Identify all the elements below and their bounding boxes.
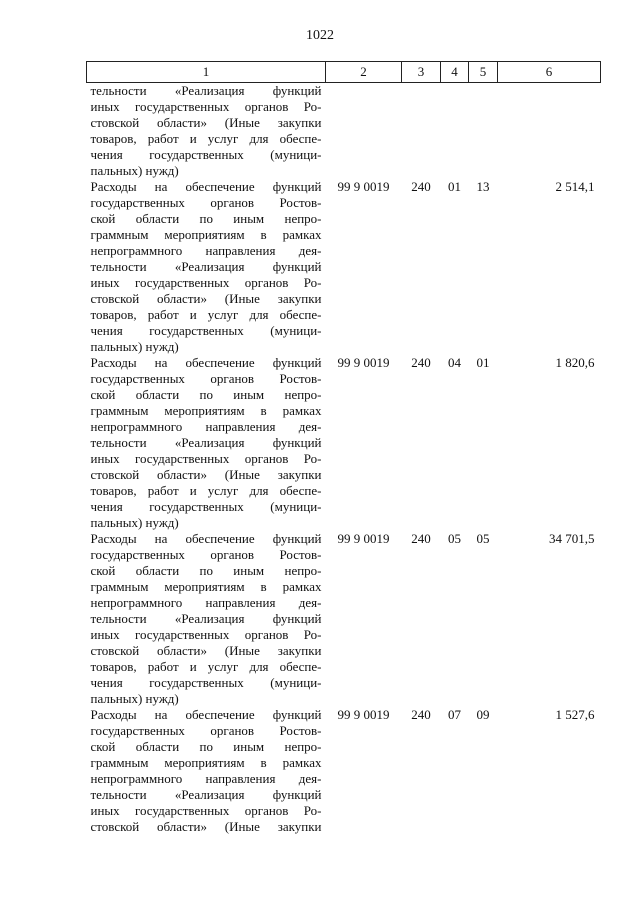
header-col-3: 3 <box>402 62 441 83</box>
description-line: государственных органов Ростов- <box>90 723 322 738</box>
description-line: Расходы на обеспечение функций <box>90 179 322 194</box>
description-line: государственных органов Ростов- <box>90 371 322 386</box>
description-line: чения государственных (муници- <box>90 675 322 690</box>
description-line: товаров, работ и услуг для обеспе- <box>90 659 322 674</box>
description-line: государственных органов Ростов- <box>90 195 322 210</box>
header-col-2: 2 <box>326 62 402 83</box>
budget-table <box>86 61 601 835</box>
expense-type-code: 240 <box>411 179 431 194</box>
table-row <box>87 531 601 707</box>
description-line: граммным мероприятиям в рамках <box>90 403 322 418</box>
expense-type-code: 240 <box>411 355 431 370</box>
header-col-6: 6 <box>498 62 601 83</box>
section-code: 01 <box>448 179 461 194</box>
amount-value: 1 527,6 <box>555 707 595 722</box>
subsection-code: 05 <box>476 531 490 546</box>
description-line: тельности «Реализация функций <box>90 787 322 802</box>
header-row <box>87 62 601 83</box>
section-code: 05 <box>448 531 461 546</box>
section-code: 07 <box>448 707 461 722</box>
expense-description <box>87 355 326 531</box>
target-article-code: 99 9 0019 <box>337 179 390 194</box>
amount-value: 2 514,1 <box>555 179 595 194</box>
description-line: чения государственных (муници- <box>90 147 322 162</box>
target-article-code: 99 9 0019 <box>337 707 390 722</box>
expense-type-code: 240 <box>411 531 431 546</box>
section-code: 04 <box>448 355 461 370</box>
description-line: граммным мероприятиям в рамках <box>90 755 322 770</box>
subsection-code: 01 <box>476 355 490 370</box>
description-line: стовской области» (Иные закупки <box>90 467 322 482</box>
description-line: граммным мероприятиям в рамках <box>90 227 322 242</box>
description-line: ской области по иным непро- <box>90 211 322 226</box>
expense-description <box>87 707 326 835</box>
description-line: ской области по иным непро- <box>90 387 322 402</box>
header-col-5: 5 <box>469 62 498 83</box>
expense-description <box>87 83 326 180</box>
subsection-code <box>469 83 498 180</box>
description-line: Расходы на обеспечение функций <box>90 355 322 370</box>
amount-value: 1 820,6 <box>555 355 595 370</box>
description-line: тельности «Реализация функций <box>90 83 322 98</box>
amount-value <box>498 83 601 180</box>
description-line: пальных) нужд) <box>90 163 179 178</box>
description-line: иных государственных органов Ро- <box>90 99 322 114</box>
description-line: пальных) нужд) <box>90 691 179 706</box>
expense-description <box>87 179 326 355</box>
description-line: ской области по иным непро- <box>90 739 322 754</box>
description-line: непрограммного направления дея- <box>90 771 322 786</box>
section-code <box>441 83 469 180</box>
description-line: товаров, работ и услуг для обеспе- <box>90 483 322 498</box>
description-line: стовской области» (Иные закупки <box>90 291 322 306</box>
description-line: Расходы на обеспечение функций <box>90 531 322 546</box>
subsection-code: 13 <box>476 179 490 194</box>
description-line: непрограммного направления дея- <box>90 419 322 434</box>
description-line: иных государственных органов Ро- <box>90 627 322 642</box>
expense-type-code <box>402 83 441 180</box>
subsection-code: 09 <box>476 707 490 722</box>
target-article-code: 99 9 0019 <box>337 531 390 546</box>
table-body <box>87 83 601 836</box>
description-line: чения государственных (муници- <box>90 499 322 514</box>
table-row <box>87 355 601 531</box>
description-line: непрограммного направления дея- <box>90 243 322 258</box>
description-line: товаров, работ и услуг для обеспе- <box>90 131 322 146</box>
description-line: тельности «Реализация функций <box>90 611 322 626</box>
page-number: 1022 <box>306 28 334 43</box>
description-line: иных государственных органов Ро- <box>90 451 322 466</box>
header-col-1: 1 <box>87 62 326 83</box>
expense-type-code: 240 <box>411 707 431 722</box>
description-line: стовской области» (Иные закупки <box>90 643 322 658</box>
table-row <box>87 179 601 355</box>
table-header <box>87 62 601 83</box>
table-row <box>87 707 601 835</box>
description-line: граммным мероприятиям в рамках <box>90 579 322 594</box>
description-line: непрограммного направления дея- <box>90 595 322 610</box>
description-line: иных государственных органов Ро- <box>90 803 322 818</box>
description-line: пальных) нужд) <box>90 515 179 530</box>
header-col-4: 4 <box>441 62 469 83</box>
expense-description <box>87 531 326 707</box>
description-line: ской области по иным непро- <box>90 563 322 578</box>
description-line: чения государственных (муници- <box>90 323 322 338</box>
description-line: тельности «Реализация функций <box>90 435 322 450</box>
description-line: пальных) нужд) <box>90 339 179 354</box>
description-line: государственных органов Ростов- <box>90 547 322 562</box>
amount-value: 34 701,5 <box>549 531 595 546</box>
description-line: тельности «Реализация функций <box>90 259 322 274</box>
description-line: стовской области» (Иные закупки <box>90 115 322 130</box>
description-line: Расходы на обеспечение функций <box>90 707 322 722</box>
target-article-code <box>326 83 402 180</box>
description-line: стовской области» (Иные закупки <box>90 819 322 834</box>
table-row <box>87 83 601 180</box>
description-line: иных государственных органов Ро- <box>90 275 322 290</box>
description-line: товаров, работ и услуг для обеспе- <box>90 307 322 322</box>
target-article-code: 99 9 0019 <box>337 355 390 370</box>
